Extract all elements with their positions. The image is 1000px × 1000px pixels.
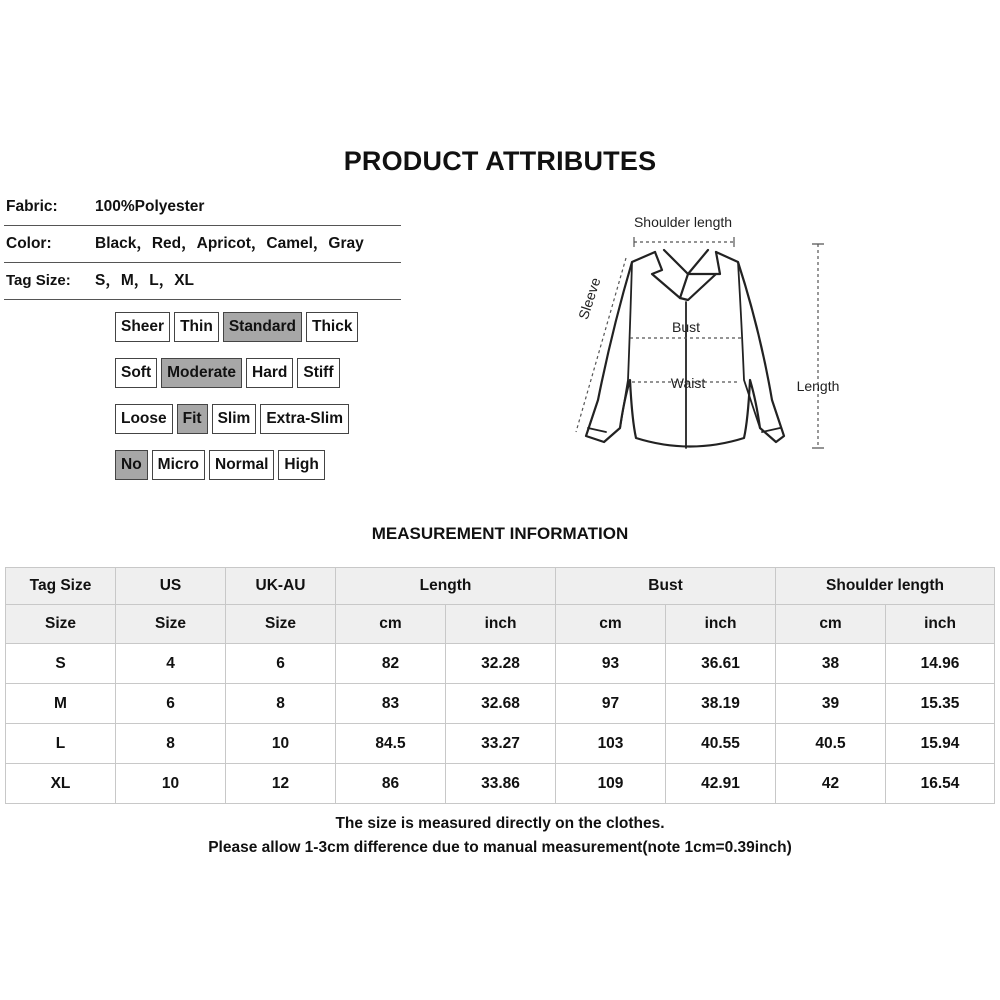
table-cell: 84.5: [336, 724, 446, 764]
note-difference: Please allow 1-3cm difference due to manual measurement(note 1cm=0.39inch): [208, 839, 792, 856]
attribute-value: 100%Polyester: [95, 198, 205, 215]
table-cell: 83: [336, 684, 446, 724]
option-thin: Thin: [174, 312, 219, 342]
option-soft: Soft: [115, 358, 157, 388]
table-cell: M: [6, 684, 116, 724]
column-subheader: cm: [556, 605, 666, 644]
table-cell: 103: [556, 724, 666, 764]
table-cell: 14.96: [886, 644, 995, 684]
note-measured: The size is measured directly on the clothes.: [335, 815, 665, 832]
option-stiff: Stiff: [297, 358, 339, 388]
table-cell: 82: [336, 644, 446, 684]
table-row: [6, 764, 995, 804]
option-micro: Micro: [152, 450, 205, 480]
option-hard: Hard: [246, 358, 293, 388]
table-cell: 38.19: [666, 684, 776, 724]
table-cell: 97: [556, 684, 666, 724]
attribute-row-fabric: [4, 189, 401, 226]
table-row: [6, 724, 995, 764]
option-standard-selected: Standard: [223, 312, 302, 342]
table-cell: 16.54: [886, 764, 995, 804]
attribute-label: Color:: [6, 235, 52, 252]
option-extra-slim: Extra-Slim: [260, 404, 349, 434]
table-cell: 33.27: [446, 724, 556, 764]
measurement-title: MEASUREMENT INFORMATION: [371, 524, 629, 543]
option-moderate-selected: Moderate: [161, 358, 242, 388]
column-subheader: inch: [886, 605, 995, 644]
table-cell: 42.91: [666, 764, 776, 804]
option-sheer: Sheer: [115, 312, 170, 342]
table-cell: 38: [776, 644, 886, 684]
table-cell: 15.94: [886, 724, 995, 764]
column-subheader: Size: [6, 605, 116, 644]
table-cell: 33.86: [446, 764, 556, 804]
table-cell: 4: [116, 644, 226, 684]
table-cell: 10: [226, 724, 336, 764]
table-cell: 8: [116, 724, 226, 764]
column-header: Tag Size: [6, 568, 116, 605]
column-header: UK-AU: [226, 568, 336, 605]
attribute-label: Fabric:: [6, 198, 58, 215]
table-cell: 109: [556, 764, 666, 804]
table-cell: 15.35: [886, 684, 995, 724]
table-cell: 93: [556, 644, 666, 684]
table-cell: 12: [226, 764, 336, 804]
table-cell: 32.28: [446, 644, 556, 684]
diagram-label-waist: Waist: [670, 375, 706, 391]
table-cell: 40.55: [666, 724, 776, 764]
diagram-label-length: Length: [796, 378, 840, 394]
blazer-collar: [652, 252, 720, 298]
table-subheader-row: [6, 605, 995, 644]
table-cell: 8: [226, 684, 336, 724]
column-header: Length: [336, 568, 556, 605]
column-header: US: [116, 568, 226, 605]
column-subheader: cm: [336, 605, 446, 644]
option-loose: Loose: [115, 404, 173, 434]
table-cell: 42: [776, 764, 886, 804]
diagram-label-shoulder: Shoulder length: [633, 214, 733, 230]
blazer-diagram: [566, 208, 856, 458]
table-cell: 6: [116, 684, 226, 724]
column-subheader: Size: [116, 605, 226, 644]
table-cell: S: [6, 644, 116, 684]
column-subheader: inch: [666, 605, 776, 644]
option-fit-selected: Fit: [177, 404, 208, 434]
attribute-value: Black，Red，Apricot，Camel，Gray: [95, 235, 364, 252]
table-row: [6, 684, 995, 724]
column-subheader: cm: [776, 605, 886, 644]
table-cell: L: [6, 724, 116, 764]
option-no-selected: No: [115, 450, 148, 480]
attribute-row-tag-size: [4, 263, 401, 300]
column-subheader: inch: [446, 605, 556, 644]
table-cell: XL: [6, 764, 116, 804]
table-cell: 36.61: [666, 644, 776, 684]
option-thick: Thick: [306, 312, 358, 342]
diagram-label-sleeve: Sleeve: [575, 275, 604, 322]
table-cell: 40.5: [776, 724, 886, 764]
table-header-row: [6, 568, 995, 605]
column-subheader: Size: [226, 605, 336, 644]
table-cell: 32.68: [446, 684, 556, 724]
table-cell: 86: [336, 764, 446, 804]
column-header: Bust: [556, 568, 776, 605]
attribute-label: Tag Size:: [6, 272, 71, 289]
option-high: High: [278, 450, 324, 480]
table-cell: 10: [116, 764, 226, 804]
table-row: [6, 644, 995, 684]
option-slim: Slim: [212, 404, 257, 434]
diagram-label-bust: Bust: [671, 319, 701, 335]
table-cell: 6: [226, 644, 336, 684]
attribute-value: S，M，L，XL: [95, 272, 195, 289]
measurement-table: [5, 567, 995, 804]
attribute-row-color: [4, 226, 401, 263]
table-cell: 39: [776, 684, 886, 724]
page-title: PRODUCT ATTRIBUTES: [343, 146, 657, 176]
option-normal: Normal: [209, 450, 274, 480]
column-header: Shoulder length: [776, 568, 995, 605]
